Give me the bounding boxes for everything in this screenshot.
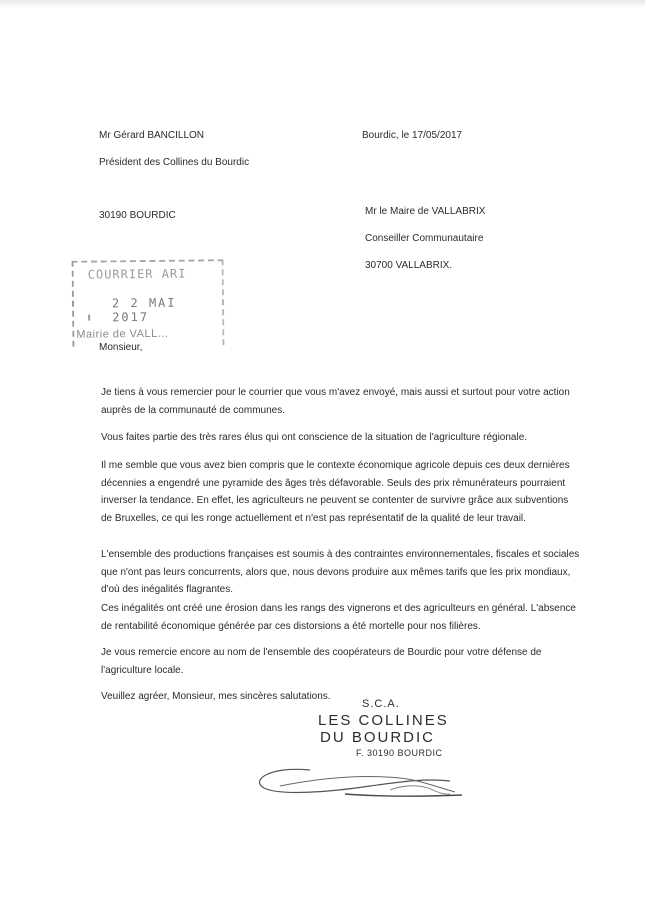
received-stamp-date: 2 2 MAI 2017 [111, 295, 177, 325]
recipient-line1: Mr le Maire de VALLABRIX [365, 206, 486, 217]
recipient-line2: Conseiller Communautaire [365, 233, 484, 244]
received-stamp-line1: COURRIER ARI [87, 266, 187, 282]
paragraph-4: L'ensemble des productions françaises est soumis à des contraintes environnementales, fiscales et sociales que n'ont pas leurs concurrents, alors que, nous devons produire aux mêmes tarifs que les prix mondiaux, d'où des inégalités flagrantes. [101, 549, 580, 595]
company-stamp-line2: LES COLLINES [318, 712, 449, 729]
paragraph-1: Je tiens à vous remercier pour le courrier que vous m'avez envoyé, mais aussi et surtout pour votre action auprès de la communauté de communes. [101, 387, 570, 416]
received-stamp-line3: Mairie de VALL... [76, 327, 169, 341]
paragraph-6: Je vous remercie encore au nom de l'ensemble des coopérateurs de Bourdic pour votre défense de l'agriculture locale. [101, 647, 542, 676]
sender-postal: 30190 BOURDIC [99, 210, 176, 221]
sender-name: Mr Gérard BANCILLON [99, 130, 205, 141]
paragraph-2: Vous faites partie des très rares élus qui ont conscience de la situation de l'agriculture régionale. [101, 432, 528, 443]
recipient-line3: 30700 VALLABRIX. [365, 260, 453, 271]
scan-artifact [0, 0, 645, 8]
paragraph-7: Veuillez agréer, Monsieur, mes sincères salutations. [101, 691, 331, 702]
company-stamp-line3: DU BOURDIC [320, 729, 436, 746]
paragraph-3: Il me semble que vous avez bien compris que le contexte économique agricole depuis ces deux dernières décennies a engendré une pyramide des âges très défavorable. Seuls des prix rémunérateurs pourraient inverser la tendance. En effet, les agriculteurs ne peuvent se contenter de survivre grâce aux subventions de Bruxelles, ce qui les ronge actuellement et n'est pas représentatif de la qualité de leur travail. [101, 460, 570, 524]
company-stamp-line4: F. 30190 BOURDIC [356, 748, 443, 758]
sender-title: Président des Collines du Bourdic [99, 157, 250, 168]
handwritten-signature [250, 748, 470, 808]
received-stamp [72, 259, 225, 347]
stamp-mark [88, 315, 90, 321]
place-date: Bourdic, le 17/05/2017 [362, 130, 463, 141]
salutation: Monsieur, [99, 342, 143, 353]
paragraph-5: Ces inégalités ont créé une érosion dans les rangs des vignerons et des agriculteurs en général. L'absence de rentabilité économique générée par ces distorsions a été mortelle pour nos filières. [101, 603, 576, 632]
company-stamp-line1: S.C.A. [362, 698, 400, 710]
